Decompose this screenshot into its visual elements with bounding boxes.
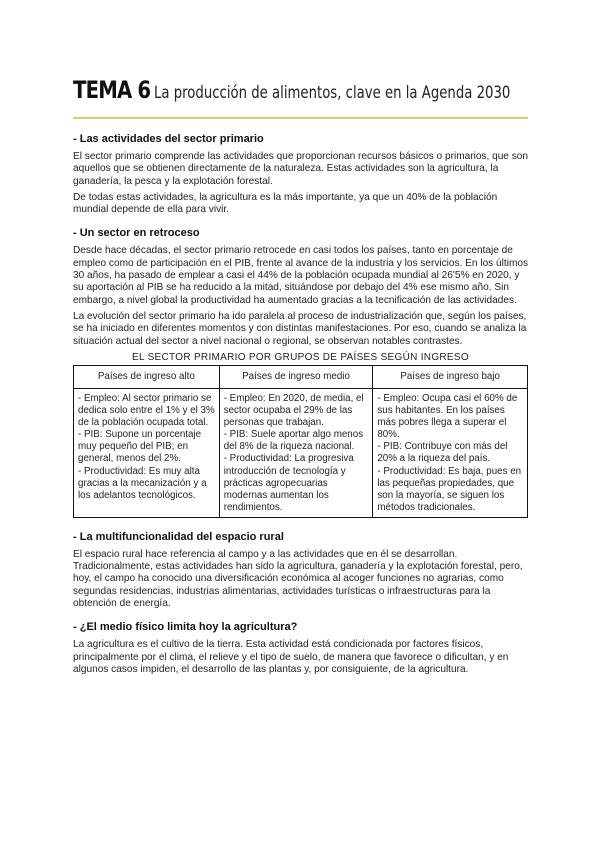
table-row [74,388,528,517]
paragraph: El espacio rural hace referencia al campo y a las actividades que en él se desarrollan. Tradicionalmente, estas actividades han sido la agricultura, ganadería y la explotación forestal, pero, hoy, el campo ha conocido una diversificación económica al acoger funciones no agrarias, como segundas residencias, industrias alimentarias, actividades turísticas o infraestructuras para la obtención de energía. [73,548,523,610]
column-header-low-income: Países de ingreso bajo [373,365,528,388]
column-header-high-income: Países de ingreso alto [74,365,220,388]
paragraph: La evolución del sector primario ha ido paralela al proceso de industrialización que, según los países, se ha iniciado en diferentes momentos y con distintas manifestaciones. Por eso, cuando se analiza la situación actual del sector a nivel nacional o regional, se observan notables contrastes. [73,310,527,347]
document-body [73,132,528,686]
table-header-row [74,365,528,388]
cell-line-employment: - Empleo: En 2020, de media, el sector ocupaba el 29% de las personas que trabajan. [223,392,364,429]
section-heading: - Un sector en retroceso [73,227,200,240]
cell-line-productivity: - Productividad: Es baja, pues en las pequeñas propiedades, que son la mayoría, se siguen los métodos tradicionales. [377,465,522,513]
section-heading: - ¿El medio físico limita hoy la agricultura? [73,621,298,634]
paragraph: De todas estas actividades, la agricultura es la más importante, ya que un 40% de la población mundial depende de ella para vivir. [73,191,498,216]
table-title: EL SECTOR PRIMARIO POR GRUPOS DE PAÍSES SEGÚN INGRESO [132,351,469,363]
topic-title: La producción de alimentos, clave en la Agenda 2030 [153,83,511,103]
cell-line-employment: - Empleo: Al sector primario se dedica solo entre el 1% y el 3% de la población ocupada total. [78,392,215,429]
table-cell-low-income [373,388,528,517]
cell-line-gdp: - PIB: Supone un porcentaje muy pequeño del PIB; en general, menos del 2%. [78,429,202,465]
cell-line-productivity: - Productividad: La progresiva introducción de tecnología y prácticas agropecuarias modernas aumentan los rendimientos. [223,453,354,513]
cell-line-gdp: - PIB: Contribuye con más del 20% a la riqueza del país. [377,441,508,465]
paragraph: El sector primario comprende las actividades que proporcionan recursos básicos o primarios, que son aquellos que se obtienen directamente de la naturaleza. Estas actividades son la agricultura, la ganadería, la pesca y la explotación forestal. [73,151,529,187]
paragraph: Desde hace décadas, el sector primario retrocede en casi todos los países, tanto en porcentaje de empleo como de participación en el PIB, frente al avance de la industria y los servicios. En los últimos 30 años, ha pasado de emplear a casi el 44% de la población ocupada mundial al 26'5% en 2020, y su aportación al PIB se ha reducido a la mitad, situándose por debajo del 4% ese mismo año. Sin embargo, a nivel global la productividad ha aumentado gracias a la tecnificación de las actividades. [73,245,529,306]
table-cell-middle-income [219,388,373,517]
cell-line-productivity: - Productividad: Es muy alta gracias a la mecanización y a los adelantos tecnológicos. [78,465,207,501]
section-primary-activities [73,132,528,216]
section-physical-environment [73,620,528,676]
cell-line-gdp: - PIB: Suele aportar algo menos del 8% de la riqueza nacional. [223,429,364,453]
income-groups-table [73,365,528,518]
section-heading: - La multifuncionalidad del espacio rural [73,530,284,543]
header-divider [73,117,528,119]
topic-number: TEMA 6 [73,76,151,104]
section-rural-multifunctionality [73,530,528,610]
cell-line-employment: - Empleo: Ocupa casi el 60% de sus habitantes. En los países más pobres llega a superar el 80%. [377,392,518,441]
document-header [73,76,600,104]
table-cell-high-income [74,388,220,517]
section-heading: - Las actividades del sector primario [73,133,264,145]
paragraph: La agricultura es el cultivo de la tierra. Esta actividad está condicionada por factores físicos, principalmente por el clima, el relieve y el tipo de suelo, de manera que favorece o dificultan, y en algunos casos impiden, el desarrollo de las plantas y, por consiguiente, de la agricultura. [73,639,509,675]
section-sector-decline [73,226,528,347]
column-header-middle-income: Países de ingreso medio [219,365,373,388]
